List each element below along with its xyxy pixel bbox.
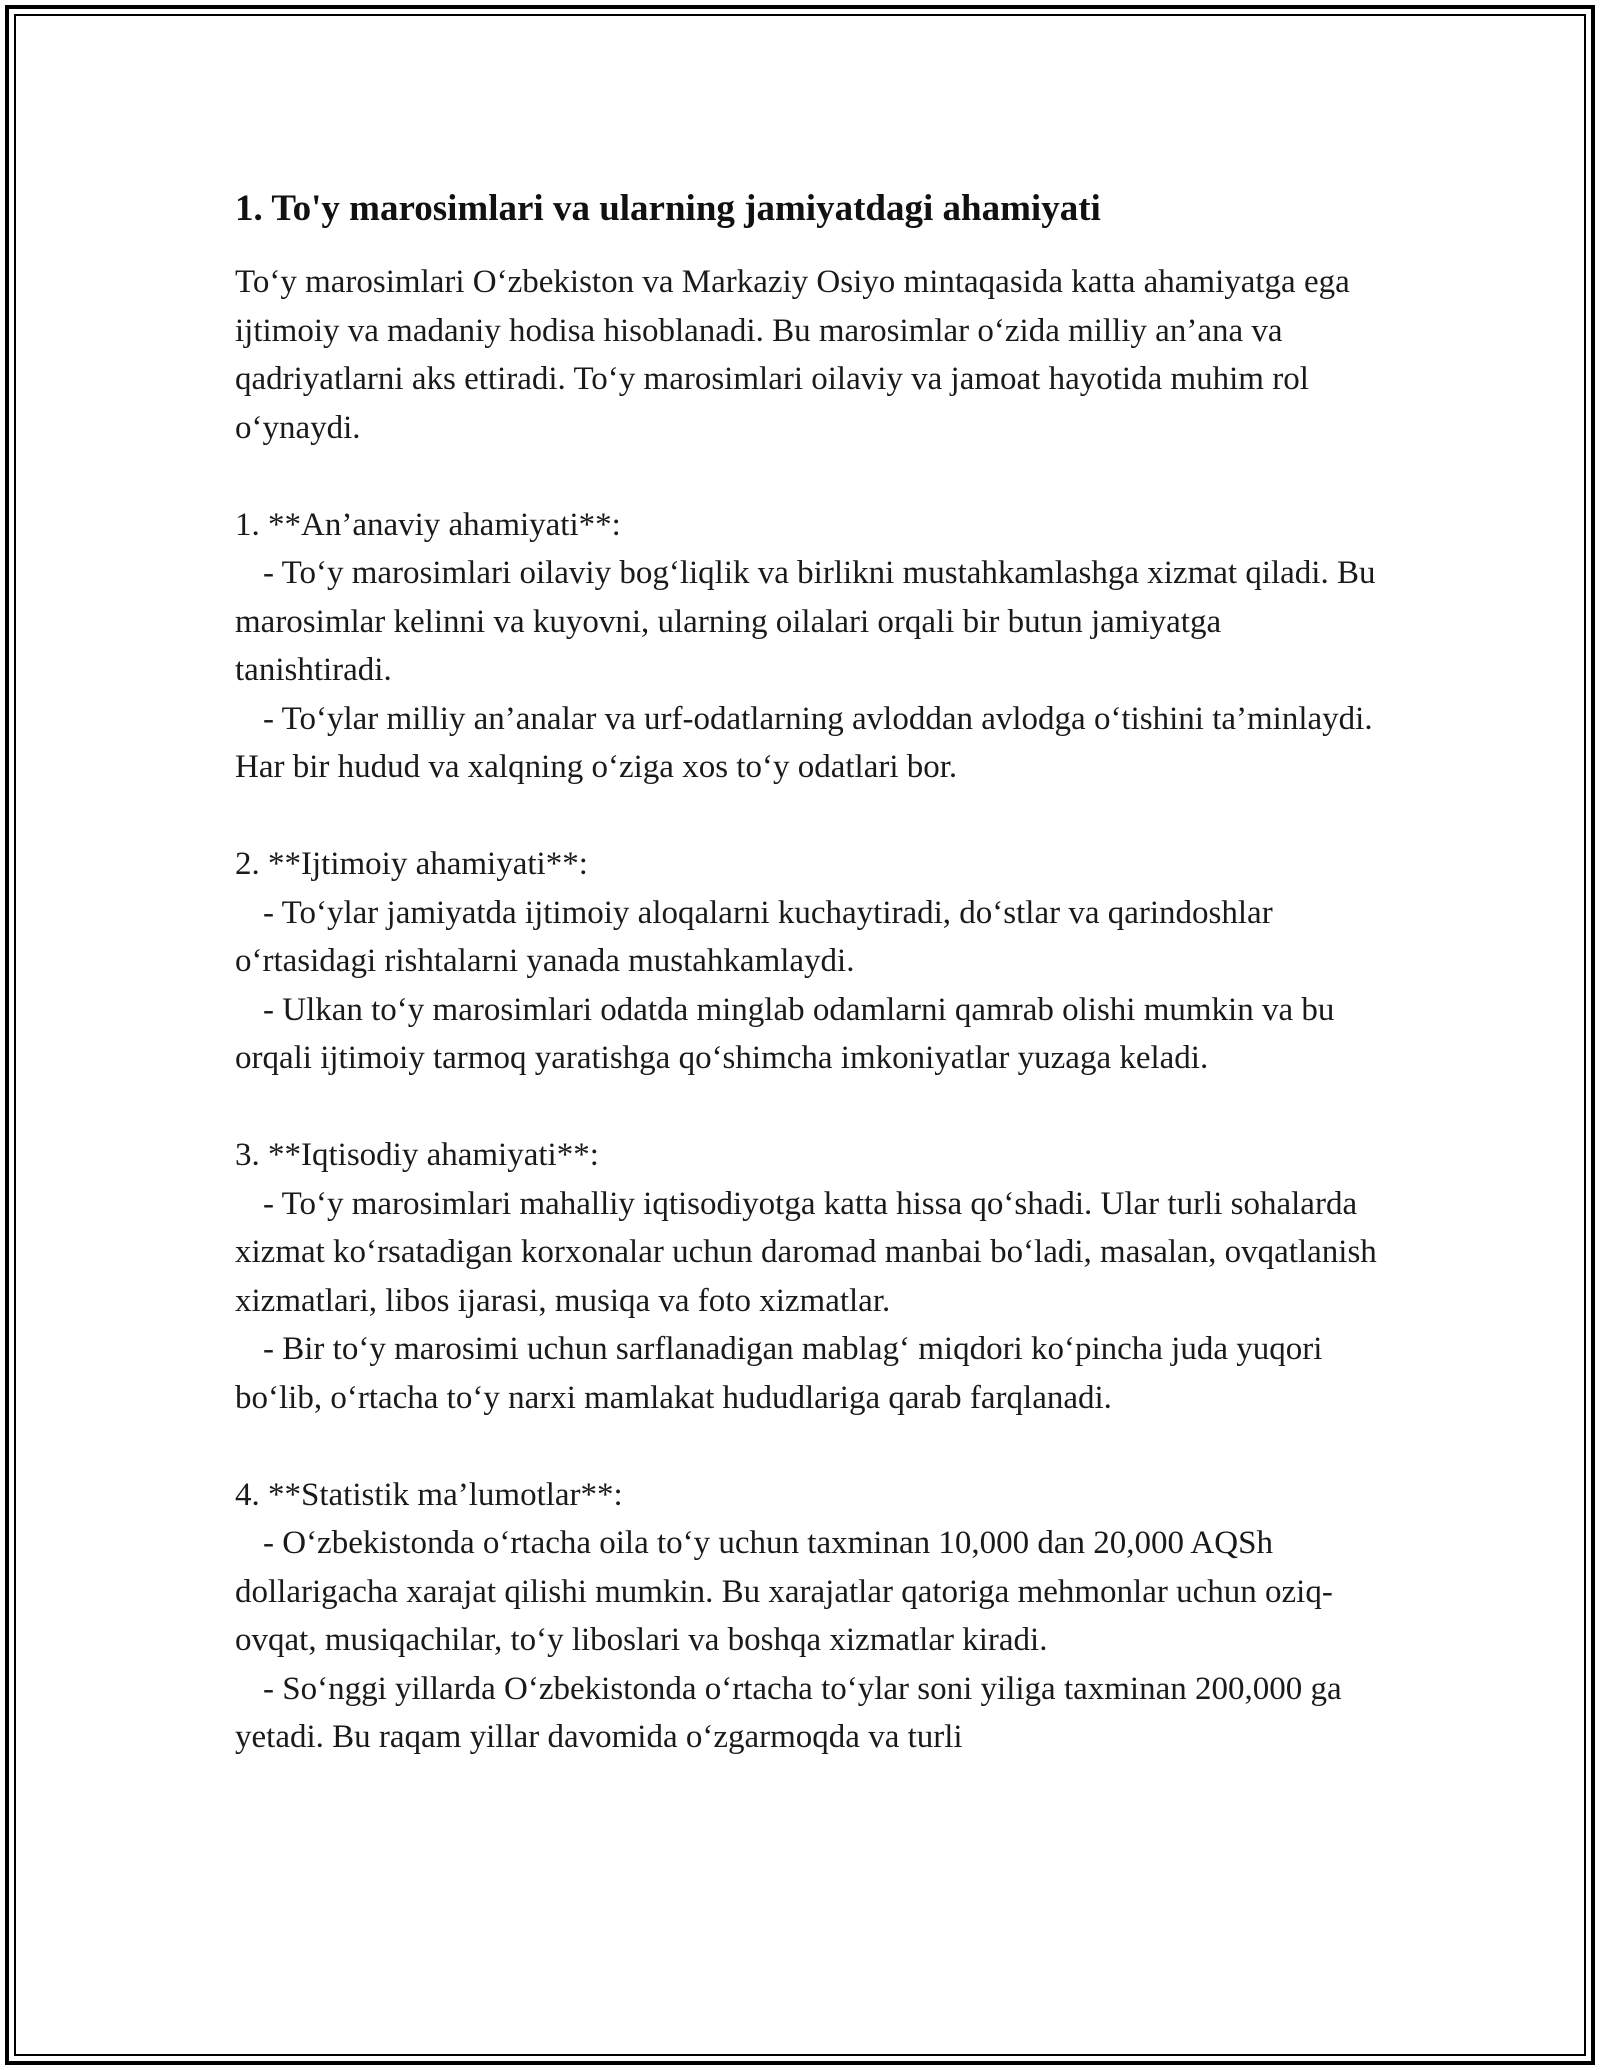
section-title: 3. **Iqtisodiy ahamiyati**: xyxy=(235,1137,599,1173)
bullet-item: - To‘y marosimlari oilaviy bog‘liqlik va birlikni mustahkamlashga xizmat qiladi. Bu marosimlar kelinni va kuyovni, ularning oilalari orqali bir butun jamiyatga tanishtiradi. xyxy=(235,555,1376,688)
section-economic xyxy=(235,1131,1385,1422)
intro-paragraph: To‘y marosimlari O‘zbekiston va Markaziy Osiyo mintaqasida katta ahamiyatga ega ijtimoiy va madaniy hodisa hisoblanadi. Bu marosimlar o‘zida milliy an’ana va qadriyatlarni aks ettiradi. To‘y marosimlari oilaviy va jamoat hayotida muhim rol o‘ynaydi. xyxy=(235,264,1350,446)
section-title: 2. **Ijtimoiy ahamiyati**: xyxy=(235,846,588,882)
section-traditional xyxy=(235,501,1385,792)
bullet-item: - O‘zbekistonda o‘rtacha oila to‘y uchun taxminan 10,000 dan 20,000 AQSh dollarigacha xarajat qilishi mumkin. Bu xarajatlar qatoriga mehmonlar uchun oziq-ovqat, musiqachilar, to‘y liboslari va boshqa xizmatlar kiradi. xyxy=(235,1525,1333,1658)
bullet-item: - To‘ylar milliy an’analar va urf-odatlarning avloddan avlodga o‘tishini ta’minlaydi. Har bir hudud va xalqning o‘ziga xos to‘y odatlari bor. xyxy=(235,700,1373,785)
section-title: 4. **Statistik ma’lumotlar**: xyxy=(235,1476,623,1513)
bullet-item: - To‘y marosimlari mahalliy iqtisodiyotga katta hissa qo‘shadi. Ular turli sohalarda xizmat ko‘rsatadigan korxonalar uchun daromad manbai bo‘ladi, masalan, ovqatlanish xizmatlari, libos ijarasi, musiqa va foto xizmatlar. xyxy=(235,1185,1377,1319)
bullet-item: - So‘nggi yillarda O‘zbekistonda o‘rtacha to‘ylar soni yiliga taxminan 200,000 ga yetadi. Bu raqam yillar davomida o‘zgarmoqda va turli xyxy=(235,1670,1342,1755)
section-statistics xyxy=(235,1471,1385,1762)
document-title: 1. To'y marosimlari va ularning jamiyatdagi ahamiyati xyxy=(235,188,1101,229)
bullet-item: - Ulkan to‘y marosimlari odatda minglab odamlarni qamrab olishi mumkin va bu orqali ijtimoiy tarmoq yaratishga qo‘shimcha imkoniyatlar yuzaga keladi. xyxy=(235,991,1335,1076)
document-body xyxy=(235,185,1385,1810)
bullet-item: - To‘ylar jamiyatda ijtimoiy aloqalarni kuchaytiradi, do‘stlar va qarindoshlar o‘rtasidagi rishtalarni yanada mustahkamlaydi. xyxy=(235,894,1273,979)
bullet-item: - Bir to‘y marosimi uchun sarflanadigan mablag‘ miqdori ko‘pincha juda yuqori bo‘lib, o‘rtacha to‘y narxi mamlakat hududlariga qarab farqlanadi. xyxy=(235,1331,1323,1416)
section-title: 1. **An’anaviy ahamiyati**: xyxy=(235,506,621,543)
section-social xyxy=(235,840,1385,1083)
